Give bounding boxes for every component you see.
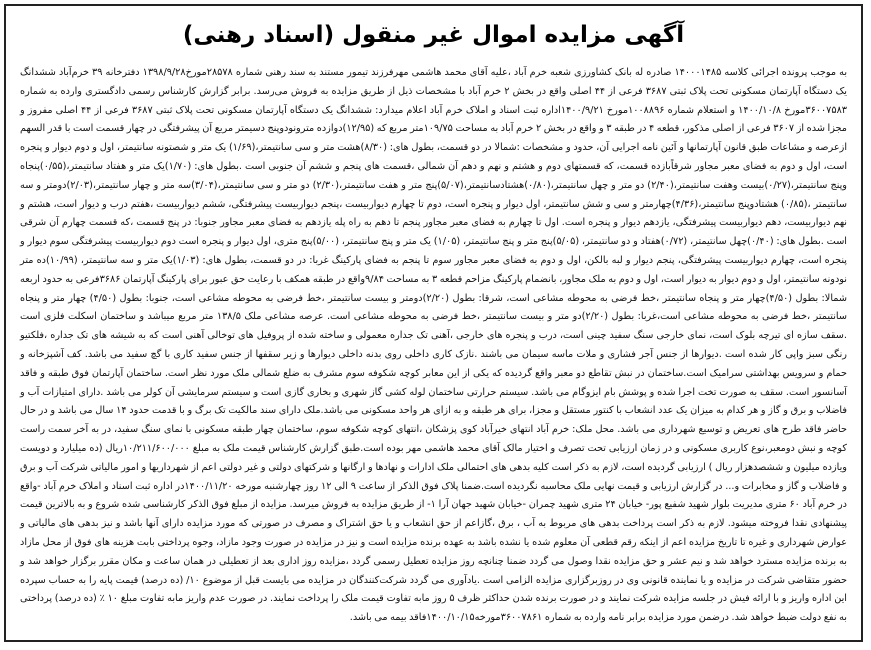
notice-title: آگهی مزایده اموال غیر منقول (اسناد رهنی) xyxy=(182,22,685,48)
title-wrap xyxy=(20,20,847,50)
auction-notice xyxy=(4,4,863,642)
notice-body: به موجب پرونده اجرائی کلاسه ۱۴۰۰۰۱۴۸۵ صادره له بانک کشاورزی شعبه خرم آباد ،علیه آقای محمد هاشمی مهرفرزند تیمور مستند به سند رهنی شماره ۲۸۵۷۸مورخ۱۳۹۸/۹/۲۸ دفترخانه ۳۹ خرم‌آباد ششدانگ یک دستگاه آپارتمان مسکونی تحت پلاک ثبتی ۳۶۸۷ فرعی از ۴۴ اصلی واقع در بخش ۲ خرم آباد با مشخصات ذیل از طریق مزایده به فروش می‌رسد. برابر گزارش کارشناس رسمی دادگستری وارده به شماره ۳۶۰۰۷۵۸۳مورخ ۱۴۰۰/۱۰/۸ و استعلام شماره ۱۰۰۸۸۹۶مورخ ۱۴۰۰/۹/۲۱اداره ثبت اسناد و املاک خرم آباد اعلام میدارد: ششدانگ یک دستگاه آپارتمان مسکونی تحت پلاک ثبتی ۳۶۸۷ فرعی از ۴۴ اصلی مفروز و مجزا شده از ۳۶۰۷ فرعی از اصلی مذکور، قطعه ۴ در طبقه ۳ و واقع در بخش ۲ خرم آباد به مساحت ۱۰۹/۷۵متر مربع که (۱۲/۹۵)دوازده مترونودوپنج دسیمتر مربع آن پیشرفتگی در چهار قسمت است با قدر السهم ازعرصه و مشاعات طبق قانون آپارتمانها و آئین نامه اجرایی آن، حدود و مشخصات :شمالا در دو قسمت، بطول های: (۸/۳۰)هشت متر و سی سانتیمتر،(۱/۶۹) یک متر و شصتونه سانتیمتر، اول و دوم دیوار و پنجره است، اول و دوم به فضای معبر مجاور شرقاًبازده قسمت، که قسمتهای دوم و هشتم و نهم و دهم آن شمالی ،قسمت های پنجم و ششم آن جنوبی است .بطول های: (۱/۷۰)یک متر و هفتاد سانتیمتر،(۰/۵۵)پنجاه وپنج سانتیمتر،(۰/۲۷)بیست وهفت سانتیمتر،(۲/۴۰) دو متر و چهل سانتیمتر،(۰/۸۰)هشتادسانتیمتر،(۵/۰۷)پنج متر و هفت سانتیمتر،(۲/۳۰) دو متر و سی سانتیمتر،(۳/۰۴)سه متر و چهار سانتیمتر،(۲/۰۳)دومتر و سه سانتیمتر ،(۰/۸۵) هشتادوپنج سانتیمتر،(۴/۳۶)چهارمتر و سی و شش سانتیمتر، اول دیوار و پنجره است، دوم تا چهارم دیواربیست ،پنجم دیواربیست پیشرفتگی، ششم دیواربیست ،هفتم درب و دیوار است، هشتم و نهم دیواربیست، دهم دیواربیست پیشرفتگی، یازدهم دیوار و پنجره است. اول تا چهارم به فضای معبر مجاور پنجم تا دهم به راه پله یازدهم به فضای معبر مجاور جنوبا: در پنج قسمت ،که قسمت چهارم آن شرقی است .بطول های: (۰/۴۰)چهل سانتیمتر، (۰/۷۲)هفتاد و دو سانتیمتر، (۵/۰۵)پنج متر و پنج سانتیمتر، (۱/۰۵) یک متر و پنج سانتیمتر، (۵/۰۰)پنج متری، اول دیوار و پنجره است دوم دیواربیست پیشرفتگی سوم دیوار و پنجره است، چهارم دیواربیست پیشرفتگی، پنجم دیوار و لبه بالکن، اول و دوم به فضای معبر مجاور سوم تا پنجم به فضای پارکینگ غربا: در دو قسمت، بطول های: (۱/۰۳)یک متر و سه سانتیمتر، (۱۰/۹۹)ده متر نودونه سانتیمتر، اول و دوم دیوار به دیوار است، اول و دوم به ملک مجاور، بانضمام پارکینگ مزاحم قطعه ۳ به مساحت ۹/۸۴واقع در طبقه همکف با رعایت حق عبور برای پارکینگ آپارتمان ۳۶۸۶فرعی به حدود اربعه شمالا: بطول (۴/۵۰)چهار متر و پنجاه سانتیمتر ،خط فرضی به محوطه مشاعی است، شرقا: بطول (۲/۲۰)دومتر و بیست سانتیمتر ،خط فرضی به محوطه مشاعی است، جنوبا: بطول (۴/۵۰) چهار متر و پنجاه سانتیمتر ،خط فرضی به محوطه مشاعی است،غربا: بطول (۲/۲۰)دو متر و بیست سانتیمتر ،خط فرضی به محوطه مشاعی است. عرصه مشاعی ملک ۱۳۸/۵ متر مربع میباشد و ساختمان اسکلت فلزی است .سقف سازه ای تیرچه بلوک است، نمای خارجی سنگ سفید چینی است، درب و پنجره های خارجی ،آهنی تک جداره معمولی و ساخته شده از پروفیل های توخالی آهنی است که به شیشه های تک جداره ،فلکتیو رنگی سبز واپی کار شده است .دیوارها از جنس آجر فشاری و ملات ماسه سیمان می باشند .نازک کاری داخلی روی بدنه داخلی دیوارها و زیر سقفها از جنس سفید کاری با گچ سفید می باشد. کف آشپزخانه و حمام و سرویس بهداشتی سرامیک است.ساختمان در نبش تقاطع دو معبر واقع گردیده که یکی از این معابر کوچه شکوفه سوم مشرف به ضلع شمالی ملک مورد نظر است. ساختمان آپارتمان فوق طبقه و فاقد آسانسور است. سقف به صورت تخت اجرا شده و پوشش بام ایزوگام می باشد. سیستم حرارتی ساختمان لوله کشی گاز شهری و بخاری گازی است و سیستم سرمایشی آن کولر می باشد .دارای امتیازات آب و فاضلاب و برق و گاز و هر کدام به میزان یک عدد انشعاب با کنتور مستقل و مجزا، برای هر طبقه و به ازای هر واحد مسکونی می باشد.ملک دارای سند مالکیت تک برگ و با قدمت حدود ۱۴ سال می باشد و در حال حاضر فاقد طرح های تعریض و توسیع شهرداری می باشد. محل ملک: خرم آباد انتهای خیرآباد کوی پزشکان ،انتهای کوچه شکوفه سوم، ساختمان چهار طبقه مسکونی با نمای سنگ سفید، در به آخر سمت راست کوچه و نبش دومعبر،نوع کاربری مسکونی و در زمان ارزیابی تحت تصرف و اختیار مالک آقای محمد هاشمی مهر بوده است.طبق گزارش کارشناس قیمت ملک به مبلغ ۱۰/۲۱۱/۶۰۰/۰۰۰ریال (ده میلیارد و دویست ویازده میلیون و ششصدهزار ریال ) ارزیابی گردیده است، لازم به ذکر است کلیه بدهی های احتمالی ملک ادارات و نهادها و ارگانها و شرکتهای دولتی و غیر دولتی اعم از شهرداریها و امور مالیاتی شرکت آب و برق و فاضلاب و گاز و مخابرات و... در گزارش ارزیابی و قیمت نهایی ملک محاسبه نگردیده است.ضمنا پلاک فوق الذکر از ساعت ۹ الی ۱۲ روز چهارشنبه مورخه ۱۴۰۰/۱۱/۲۰در اداره ثبت اسناد و املاک خرم آباد -واقع در خرم آباد ۶۰ متری مدیریت بلوار شهید شفیع پور- خیابان ۲۴ متری شهید چمران -خیابان شهید جهان آرا ۱- از طریق مزایده به فروش میرسد. مزایده از مبلغ فوق الذکر کارشناسی شده شروع و به بالاترین قیمت پیشنهادی نقدا فروخته میشود. لازم به ذکر است پرداخت بدهی های مربوط به آب ، برق ،گازاعم از حق انشعاب و یا حق اشتراک و مصرف در صورتی که مورد مزایده دارای آنها باشد و نیز بدهی های مالیاتی و عوارض شهرداری و غیره تا تاریخ مزایده اعم از اینکه رقم قطعی آن معلوم شده یا نشده باشد به عهده برنده مزایده است و نیز در مزایده در صورت وجود مازاد، وجوه پرداختی بابت هزینه های فوق از محل مازاد به برنده مزایده مسترد خواهد شد و نیم عشر و حق مزایده نقدا وصول می گردد ضمنا چنانچه روز مزایده تعطیل رسمی گردد ،مزایده روز اداری بعد از تعطیلی در همان ساعت و مکان مقرر برگزار خواهد شد و حضور متقاضی شرکت در مزایده و یا نماینده قانونی وی در روزبرگزاری مزایده الزامی است .یادآوری می گردد شرکت‌کنندگان در مزایده می بایست قبل از موضوع ۱۰/ (ده درصد) قیمت پایه را به حساب سپرده این اداره واریز و با ارائه فیش در جلسه مزایده شرکت نمایند و در صورت برنده شدن حداکثر ظرف ۵ روز مابه تفاوت قیمت ملک را پرداخت نمایند. در صورت عدم واریز مابه تفاوت مبلغ ۱۰ ٪ (ده درصد) پرداختی به نفع دولت ضبط خواهد شد. درضمن مورد مزایده برابر نامه وارده به شماره ۳۶۰۰۷۸۶۱مورخه۱۴۰۰/۱۰/۱۵فاقد بیمه می باشد. xyxy=(20,67,848,624)
